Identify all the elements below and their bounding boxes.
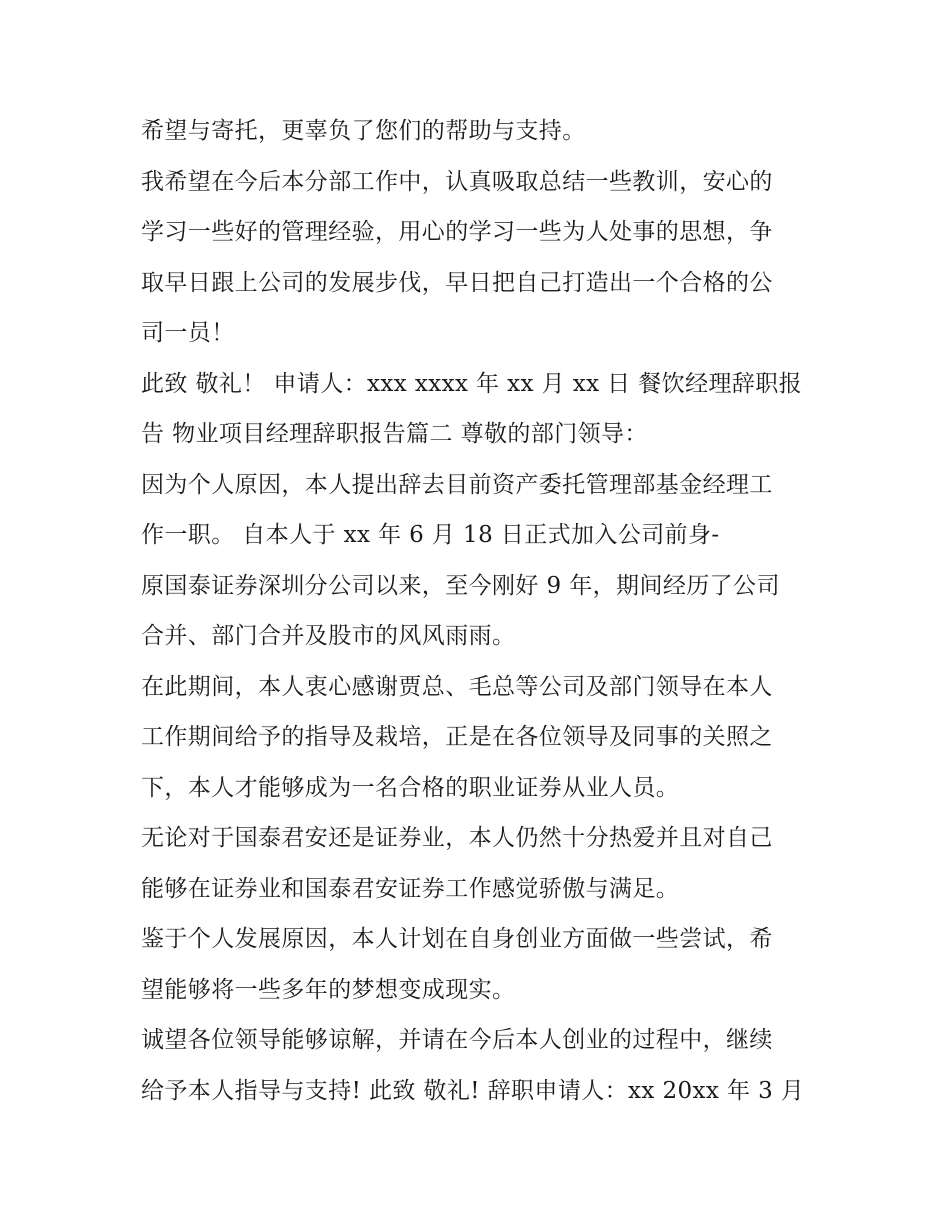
text-line: 因为个人原因，本人提出辞去目前资产委托管理部基金经理工 — [141, 471, 773, 498]
text-line: 希望与寄托，更辜负了您们的帮助与支持。 — [141, 118, 586, 144]
text-line: 鉴于个人发展原因，本人计划在自身创业方面做一些尝试，希 — [141, 926, 773, 952]
text-line: 给予本人指导与支持! 此致 敬礼! 辞职申请人：xx 20xx 年 3 月 — [141, 1077, 805, 1104]
text-line: 诚望各位领导能够谅解，并请在今后本人创业的过程中，继续 — [141, 1027, 773, 1053]
text-line: 取早日跟上公司的发展步伐，早日把自己打造出一个合格的公 — [141, 269, 773, 296]
text-line: 告 物业项目经理辞职报告篇二 尊敬的部门领导： — [141, 421, 648, 447]
text-line: 原国泰证券深圳分公司以来，至今刚好 9 年，期间经历了公司 — [141, 572, 780, 599]
text-line: 在此期间，本人衷心感谢贾总、毛总等公司及部门领导在本人 — [141, 673, 773, 700]
text-line: 无论对于国泰君安还是证券业，本人仍然十分热爱并且对自己 — [141, 825, 773, 851]
text-line: 作一职。 自本人于 xx 年 6 月 18 日正式加入公司前身- — [141, 522, 720, 548]
text-line: 能够在证券业和国泰君安证券工作感觉骄傲与满足。 — [141, 875, 680, 902]
text-line: 工作期间给予的指导及栽培，正是在各位领导及同事的关照之 — [141, 724, 773, 750]
text-line: 下，本人才能够成为一名合格的职业证券从业人员。 — [141, 774, 680, 801]
text-line: 望能够将一些多年的梦想变成现实。 — [141, 976, 516, 1003]
text-line: 合并、部门合并及股市的风风雨雨。 — [141, 623, 516, 649]
text-line: 司一员！ — [141, 320, 235, 346]
text-line: 学习一些好的管理经验，用心的学习一些为人处事的思想，争 — [141, 219, 773, 245]
text-line: 我希望在今后本分部工作中，认真吸取总结一些教训，安心的 — [141, 168, 773, 195]
document-body — [141, 106, 811, 1116]
text-line: 此致 敬礼！ 申请人：xxx xxxx 年 xx 月 xx 日 餐饮经理辞职报 — [141, 370, 803, 397]
